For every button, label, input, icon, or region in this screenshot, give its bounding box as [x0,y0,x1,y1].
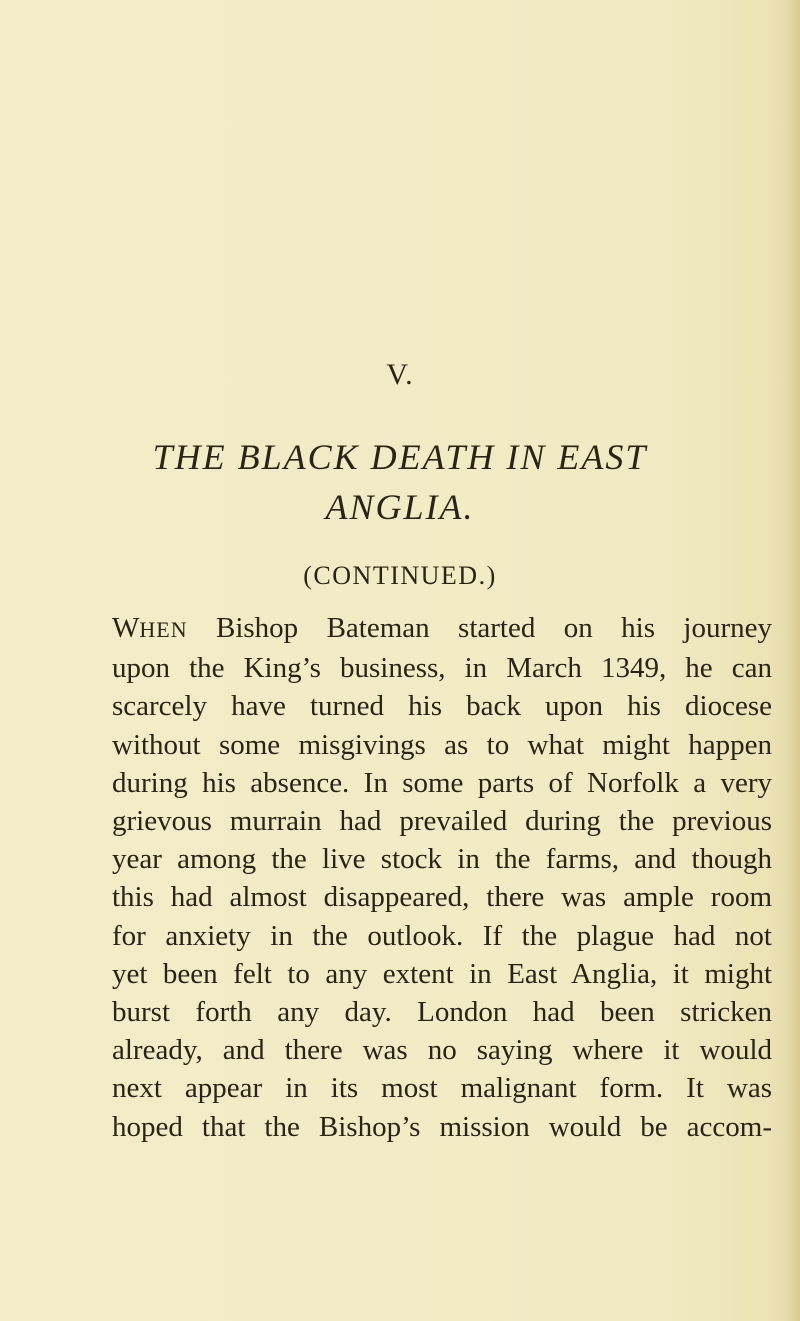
text-line-6: grievous murrain had prevailed during the previous [112,805,772,838]
body-paragraph [112,609,772,1146]
text-line-10: yet been felt to any extent in East Anglia, it might [112,957,772,990]
continued-label: (CONTINUED.) [303,561,497,590]
chapter-title-line-1: THE BLACK DEATH IN EAST [152,437,648,477]
text-line-7: year among the live stock in the farms, and though [112,843,772,876]
text-line-1-rest: Bishop Bateman started on his journey [187,612,772,644]
opening-word-rest: HEN [139,617,188,642]
text-line-14: hoped that the Bishop’s mission would be accom- [112,1110,772,1143]
opening-initial: W [112,612,140,644]
text-line-4: without some misgivings as to what might happen [112,728,772,761]
text-line-3: scarcely have turned his back upon his diocese [112,690,772,723]
page-edge-shadow [786,0,800,1321]
text-line-11: burst forth any day. London had been stricken [112,996,772,1029]
text-line-8: this had almost disappeared, there was ample room [112,881,772,914]
text-line-1 [112,609,772,649]
text-line-9: for anxiety in the outlook. If the plague had not [112,919,772,952]
chapter-title-line-2: ANGLIA. [325,487,475,527]
chapter-title [0,432,800,532]
text-line-12: already, and there was no saying where it would [112,1034,772,1067]
text-line-13: next appear in its most malignant form. It was [112,1072,772,1105]
text-line-5: during his absence. In some parts of Norfolk a very [112,766,772,799]
text-line-2: upon the King’s business, in March 1349, he can [112,652,772,685]
chapter-number: V. [386,358,414,391]
